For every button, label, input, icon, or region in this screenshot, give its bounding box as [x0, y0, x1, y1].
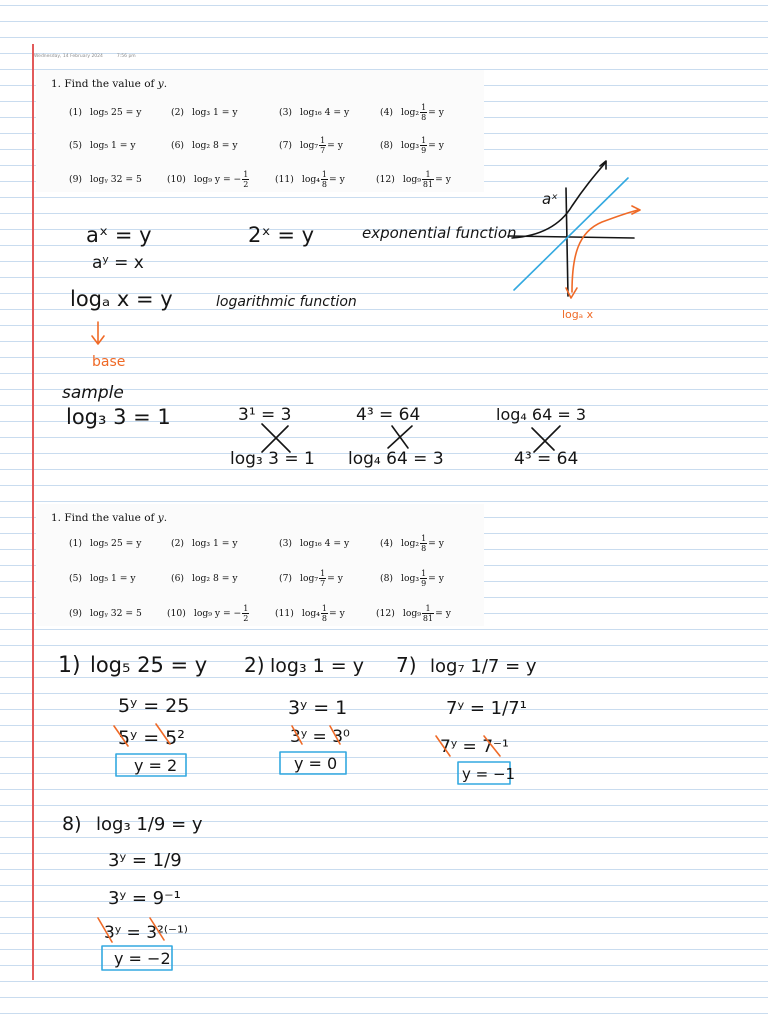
sol7-line2: 7ʸ = 1/7¹ [446, 698, 527, 719]
sol2-line3: 3ʸ = 3⁰ [290, 727, 350, 747]
sol1-answer: y = 2 [134, 756, 178, 775]
note-exp-function: exponential function [362, 224, 517, 242]
line-y-equals-x [514, 178, 628, 290]
fraction: $\frac{1}{81}$ [422, 170, 434, 189]
problem-item: (11) log₄ $\frac{1}{8}$ = y [275, 170, 345, 189]
ex1-bottom: log₃ 3 = 1 [230, 449, 315, 469]
graph-label-loga: logₐ x [562, 308, 594, 321]
sol2-answer: y = 0 [294, 754, 338, 773]
problem-item: (1) log₅ 25 = y [69, 538, 142, 549]
problem-heading: 1. Find the value of y. [51, 78, 168, 90]
sol7-label: 7) [396, 653, 417, 677]
fraction: $\frac{1}{8}$ [421, 103, 427, 122]
ex1-cross [262, 424, 290, 452]
problem-item: (10) log₉ y = − $\frac{1}{2}$ [167, 170, 249, 189]
problem-item: (8) log₃ $\frac{1}{9}$ = y [380, 136, 444, 155]
sol8-line4: 3ʸ = 3²⁽⁻¹⁾ [104, 923, 188, 943]
note-base: base [92, 354, 126, 370]
problem-item: (3) log₁₆ 4 = y [279, 538, 350, 549]
ex3-top: log₄ 64 = 3 [496, 405, 587, 424]
sol1-line2: 5ʸ = 25 [118, 695, 190, 717]
note-sample: sample [62, 383, 124, 403]
fraction: $\frac{1}{8}$ [321, 170, 328, 189]
sol2-label: 2) [244, 653, 265, 677]
timestamp-time: 7:56 pm [116, 54, 136, 59]
problem-item: (8) log₃ $\frac{1}{9}$ = y [380, 569, 444, 588]
sol1-line1: log₅ 25 = y [90, 653, 208, 677]
solution-1 [58, 653, 207, 776]
ex1-top: 3¹ = 3 [238, 405, 292, 425]
fraction: $\frac{1}{2}$ [243, 170, 249, 189]
sol2-line1: log₃ 1 = y [270, 655, 364, 677]
sol2-line2: 3ʸ = 1 [288, 697, 348, 719]
fraction: $\frac{1}{7}$ [320, 569, 326, 588]
sol8-line1: log₃ 1/9 = y [96, 814, 203, 835]
sol1-line3: 5ʸ = 5² [118, 727, 185, 749]
note-exp-a: aˣ = y [86, 223, 152, 247]
problem-item: (5) log₅ 1 = y [69, 140, 136, 151]
exponential-curve [512, 162, 606, 238]
problem-item: (3) log₁₆ 4 = y [279, 107, 350, 118]
note-ay-x: aʸ = x [92, 253, 144, 273]
fraction: $\frac{1}{7}$ [320, 136, 326, 155]
problem-item: (11) log₄ $\frac{1}{8}$ = y [275, 604, 345, 623]
note-exp-2: 2ˣ = y [248, 223, 315, 247]
graph-label-ax: aˣ [542, 190, 558, 208]
problem-set-card [36, 70, 484, 192]
solution-2 [244, 653, 364, 774]
note-log-function: logarithmic function [216, 294, 357, 310]
note-log-def: logₐ x = y [70, 287, 173, 311]
problem-item: (9) logᵧ 32 = 5 [69, 174, 142, 185]
fraction: $\frac{1}{9}$ [421, 136, 427, 155]
fraction: $\frac{1}{8}$ [321, 604, 328, 623]
page-timestamp [34, 54, 136, 59]
problem-item: (6) log₂ 8 = y [171, 573, 238, 584]
y-axis [566, 188, 568, 296]
sol8-label: 8) [62, 813, 82, 835]
ex2-cross [388, 426, 412, 448]
problem-item: (4) log₂ $\frac{1}{8}$ = y [380, 103, 444, 122]
problem-item: (2) log₃ 1 = y [171, 538, 238, 549]
fraction: $\frac{1}{9}$ [421, 569, 427, 588]
function-graph [508, 161, 640, 321]
problem-item: (1) log₅ 25 = y [69, 107, 142, 118]
problem-item: (4) log₂ $\frac{1}{8}$ = y [380, 534, 444, 553]
fraction: $\frac{1}{2}$ [243, 604, 249, 623]
sol7-line1: log₇ 1/7 = y [430, 656, 537, 677]
fraction: $\frac{1}{81}$ [422, 604, 434, 623]
problem-item: (6) log₂ 8 = y [171, 140, 238, 151]
problem-item: (12) log₉ $\frac{1}{81}$ = y [376, 170, 451, 189]
problem-item: (10) log₉ y = − $\frac{1}{2}$ [167, 604, 249, 623]
solution-8 [62, 813, 203, 970]
margin-line [32, 44, 34, 980]
fraction: $\frac{1}{8}$ [421, 534, 427, 553]
sol8-answer: y = −2 [114, 949, 171, 968]
sol8-line3: 3ʸ = 9⁻¹ [108, 888, 181, 909]
problem-item: (2) log₃ 1 = y [171, 107, 238, 118]
sol8-line2: 3ʸ = 1/9 [108, 850, 182, 871]
ex3-bottom: 4³ = 64 [514, 449, 579, 469]
sol7-line3: 7ʸ = 7⁻¹ [440, 737, 509, 757]
solution-7 [396, 653, 537, 784]
ex2-bottom: log₄ 64 = 3 [348, 449, 444, 469]
problem-item: (9) logᵧ 32 = 5 [69, 608, 142, 619]
sol7-answer: y = −1 [462, 765, 516, 783]
sample-main: log₃ 3 = 1 [66, 405, 171, 429]
timestamp-date: Wednesday, 14 February 2024 [34, 54, 103, 59]
problem-set-card-copy [36, 504, 484, 626]
problem-item: (5) log₅ 1 = y [69, 573, 136, 584]
problem-item: (12) log₉ $\frac{1}{81}$ = y [376, 604, 451, 623]
sol1-label: 1) [58, 653, 81, 678]
base-arrow [92, 322, 104, 344]
problem-heading: 1. Find the value of y. [51, 512, 168, 524]
ex2-top: 4³ = 64 [356, 405, 421, 425]
problem-item: (7) log₇ $\frac{1}{7}$ = y [279, 569, 343, 588]
problem-item: (7) log₇ $\frac{1}{7}$ = y [279, 136, 343, 155]
